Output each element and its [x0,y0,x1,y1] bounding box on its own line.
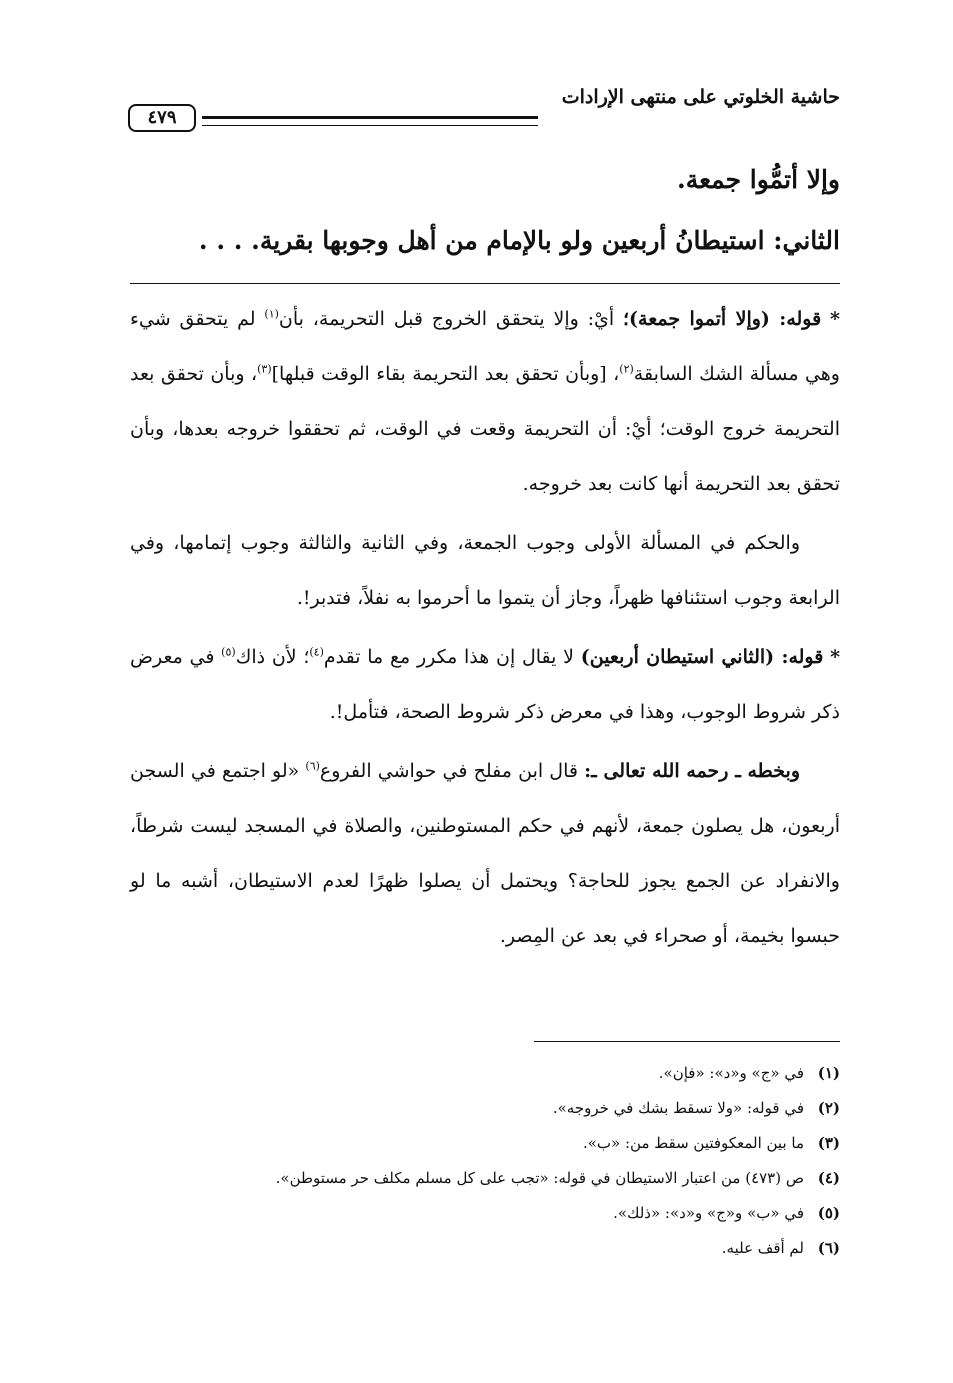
commentary-lead: وبخطه ـ رحمه الله تعالى ـ: [584,760,801,782]
footnote [130,1231,840,1266]
footnote [130,1091,840,1126]
footnote-text: في «ج» و«د»: «فإن». [658,1064,804,1082]
star-marker: * [830,646,841,668]
commentary-text: أيْ: وإلا يتحقق الخروج قبل التحريمة، بأن [278,308,624,330]
commentary-text: ، [وبأن تحقق بعد التحريمة بقاء الوقت قبلها] [271,363,620,385]
footnote-ref-3[interactable]: (٣) [257,362,272,376]
footnote-ref-1[interactable]: (١) [264,307,279,321]
footnote-text: ما بين المعكوفتين سقط من: «ب». [582,1134,804,1152]
commentary-text: «لو اجتمع في السجن أربعون، هل يصلون جمعة، لأنهم في حكم المستوطنين، والصلاة في المسجد ليست شرطاً، والانفراد عن الجمع يجوز للحاجة؟ ويحتمل أن يصلوا ظهرًا لعدم الاستيطان، أشبه ما لو حبسوا بخيمة، أو صحراء في بعد عن المِصر. [130,760,840,947]
footnote-text: في «ب» و«ج» و«د»: «ذلك». [613,1204,804,1222]
footnote-number: (٣) [817,1134,840,1152]
footnote [130,1196,840,1231]
commentary-text: لا يقال إن هذا مكرر مع ما تقدم [323,646,581,668]
footnote-text: لم أقف عليه. [721,1239,804,1257]
commentary-lead: قوله: (وإلا أتموا جمعة)؛ [623,308,822,330]
footnote-ref-5[interactable]: (٥) [221,645,236,659]
matn-line-1: وإلا أتمُّوا جمعة. [677,165,840,194]
footnote [130,1126,840,1161]
footnote-number: (٢) [817,1099,840,1117]
commentary-text: لم يتحقق شيء وهي مسألة الشك السابقة [130,308,840,385]
footnote-number: (٤) [817,1169,840,1187]
page-number: ٤٧٩ [128,104,196,132]
footnotes [130,1056,840,1266]
matn-separator [130,283,840,284]
commentary [130,292,840,968]
footnote-text: في قوله: «ولا تسقط بشك في خروجه». [552,1099,804,1117]
commentary-text: في معرض ذكر شروط الوجوب، وهذا في معرض ذكر شروط الصحة، فتأمل!. [130,646,840,723]
footnote [130,1056,840,1091]
footnote-ref-2[interactable]: (٢) [619,362,634,376]
commentary-paragraph-1 [130,292,840,512]
commentary-lead: قوله: (الثاني استيطان أربعين) [580,646,824,668]
commentary-text: ، وبأن تحقق بعد التحريمة خروج الوقت؛ أيْ: أن التحريمة وقعت في الوقت، ثم تحققوا خروجه بعدها، وبأن تحقق بعد التحريمة أنها كانت بعد خروجه. [130,363,840,495]
star-marker: * [830,308,840,330]
footnote-number: (٦) [817,1239,840,1257]
commentary-paragraph-4 [130,744,840,964]
commentary-text: قال ابن مفلح في حواشي الفروع [319,760,585,782]
header-rule [202,116,538,126]
matn-line-2: الثاني: استيطانُ أربعين ولو بالإمام من أهل وجوبها بقرية. . . . [198,226,840,255]
footnote-ref-6[interactable]: (٦) [305,759,320,773]
footnote-number: (٥) [817,1204,840,1222]
footnote-separator [534,1041,840,1042]
commentary-paragraph-3 [130,630,840,740]
footnote-text: ص (٤٧٣) من اعتبار الاستيطان في قوله: «تجب على كل مسلم مكلف حر مستوطن». [275,1169,804,1187]
commentary-paragraph-2: والحكم في المسألة الأولى وجوب الجمعة، وفي الثانية والثالثة وجوب إتمامها، وفي الرابعة وجوب استئنافها ظهراً، وجاز أن يتموا ما أحرموا به نفلاً، فتدبر!. [130,532,840,609]
running-title: حاشية الخلوتي على منتهى الإرادات [561,86,840,108]
page-header [128,82,840,142]
footnote [130,1161,840,1196]
footnote-number: (١) [817,1064,840,1082]
commentary-text: ؛ لأن ذاك [235,646,310,668]
footnote-ref-4[interactable]: (٤) [309,645,324,659]
